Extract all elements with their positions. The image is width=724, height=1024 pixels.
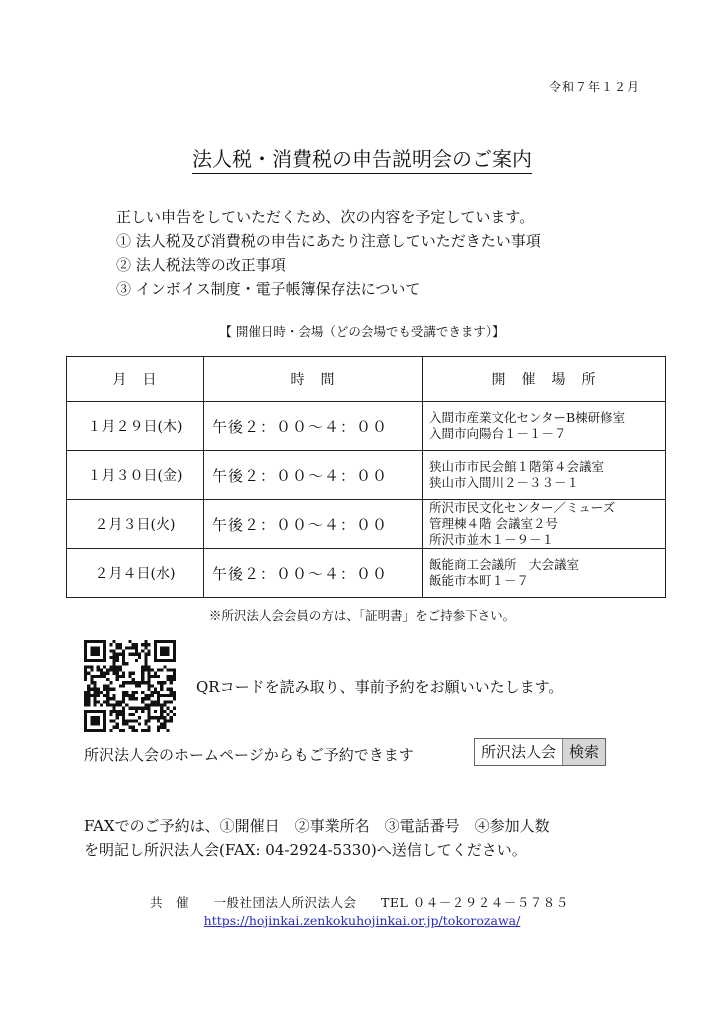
footer-tel-label: TEL bbox=[381, 895, 409, 910]
row-venue bbox=[423, 549, 666, 598]
intro-item: ① 法人税及び消費税の申告にあたり注意していただきたい事項 bbox=[116, 232, 541, 250]
search-box[interactable] bbox=[474, 738, 606, 766]
intro-lead: 正しい申告をしていただくため、次の内容を予定しています。 bbox=[116, 208, 535, 226]
table-row bbox=[67, 451, 666, 500]
issue-date: 令和７年１２月 bbox=[548, 80, 640, 94]
table-row bbox=[67, 500, 666, 549]
row-venue bbox=[423, 451, 666, 500]
fax-line: を明記し所沢法人会(FAX: 04-2924-5330)へ送信してください。 bbox=[84, 841, 527, 859]
page-title-text: 法人税・消費税の申告説明会のご案内 bbox=[192, 147, 532, 174]
row-time: 午後２：００～４：００ bbox=[204, 500, 423, 549]
homepage-note: 所沢法人会のホームページからもご予約できます bbox=[84, 746, 414, 764]
schedule-table bbox=[66, 356, 666, 598]
venue-address: 飯能市本町１－７ bbox=[429, 573, 530, 588]
fax-line: FAXでのご予約は、①開催日 ②事業所名 ③電話番号 ④参加人数 bbox=[84, 817, 550, 835]
qr-instruction: QRコードを読み取り、事前予約をお願いいたします。 bbox=[196, 678, 564, 696]
qr-code-icon[interactable] bbox=[84, 640, 176, 732]
row-date: １月３０日(金) bbox=[67, 451, 204, 500]
website-link[interactable]: https://hojinkai.zenkokuhojinkai.or.jp/tokorozawa/ bbox=[203, 913, 521, 928]
row-venue bbox=[423, 402, 666, 451]
table-row bbox=[67, 549, 666, 598]
row-time: 午後２：００～４：００ bbox=[204, 549, 423, 598]
footer-tel: ０４－２９２４－５７８５ bbox=[412, 895, 569, 910]
row-date: ２月３日(火) bbox=[67, 500, 204, 549]
schedule-heading: 【 開催日時・会場（どの会場でも受講できます）】 bbox=[219, 324, 505, 339]
row-date: ２月４日(水) bbox=[67, 549, 204, 598]
venue-name: 飯能商工会議所 大会議室 bbox=[429, 557, 580, 572]
footer-organizer bbox=[150, 893, 569, 911]
header-time: 時 間 bbox=[204, 357, 423, 402]
venue-address: 所沢市並木１－９－１ bbox=[429, 532, 555, 547]
row-date: １月２９日(木) bbox=[67, 402, 204, 451]
row-venue bbox=[423, 500, 666, 549]
intro-item: ② 法人税法等の改正事項 bbox=[116, 256, 286, 274]
footer-url bbox=[0, 913, 724, 928]
intro-section bbox=[116, 205, 541, 301]
search-input[interactable]: 所沢法人会 bbox=[475, 739, 562, 765]
footer-org: 一般社団法人所沢法人会 bbox=[213, 895, 357, 910]
venue-name: 入間市産業文化センターB棟研修室 bbox=[429, 410, 626, 425]
row-time: 午後２：００～４：００ bbox=[204, 402, 423, 451]
table-row bbox=[67, 402, 666, 451]
venue-room: 管理棟４階 会議室２号 bbox=[429, 516, 558, 531]
venue-address: 入間市向陽台１－１－７ bbox=[429, 426, 567, 441]
member-note: ※所沢法人会会員の方は、「証明書」をご持参下さい。 bbox=[208, 608, 516, 623]
footer-label: 共 催 bbox=[150, 895, 190, 910]
page-title bbox=[0, 143, 724, 172]
header-venue: 開 催 場 所 bbox=[423, 357, 666, 402]
venue-name: 狭山市市民会館１階第４会議室 bbox=[429, 459, 605, 474]
venue-address: 狭山市入間川２－３３－１ bbox=[429, 475, 580, 490]
fax-instructions bbox=[84, 814, 550, 862]
venue-name: 所沢市民文化センター／ミューズ bbox=[429, 500, 616, 515]
header-date: 月 日 bbox=[67, 357, 204, 402]
table-header-row bbox=[67, 357, 666, 402]
row-time: 午後２：００～４：００ bbox=[204, 451, 423, 500]
search-button[interactable]: 検索 bbox=[562, 739, 605, 765]
intro-item: ③ インボイス制度・電子帳簿保存法について bbox=[116, 280, 421, 298]
